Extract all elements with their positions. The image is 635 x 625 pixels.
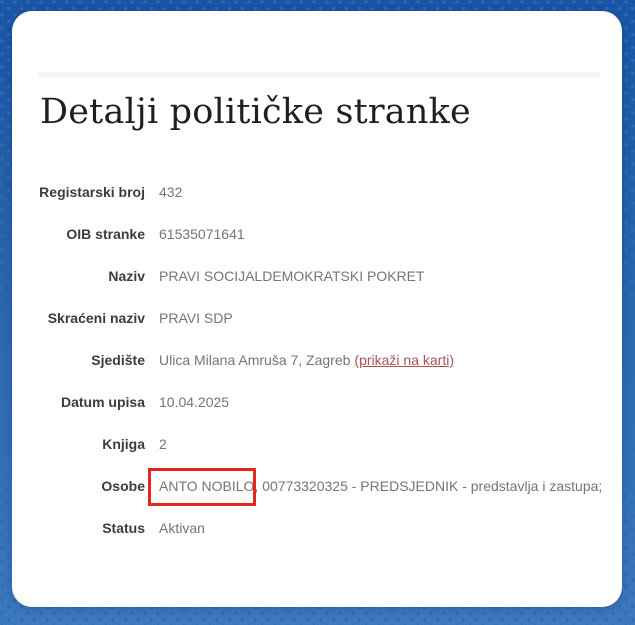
detail-value: 432	[159, 184, 183, 200]
detail-value: 2	[159, 436, 167, 452]
detail-label: Registarski broj	[39, 184, 145, 200]
detail-row-knjiga	[36, 434, 608, 454]
detail-row-status	[36, 518, 608, 538]
detail-label: OIB stranke	[66, 226, 145, 242]
detail-value	[159, 350, 454, 370]
page-title: Detalji političke stranke	[40, 92, 471, 132]
detail-row-oib-stranke	[36, 224, 608, 244]
detail-value: PRAVI SDP	[159, 310, 233, 326]
person-details-rest: 0773320325 - PREDSJEDNIK - predstavlja i zastupa;	[270, 478, 603, 494]
detail-row-naziv	[36, 266, 608, 286]
person-name-highlighted: ANTO NOBILO, 0	[159, 478, 270, 494]
detail-card	[12, 11, 622, 607]
detail-label: Status	[102, 520, 145, 536]
card-top-divider	[38, 72, 600, 77]
address-text: Ulica Milana Amruša 7, Zagreb	[159, 352, 351, 368]
detail-label: Datum upisa	[60, 394, 145, 410]
status-value: Aktivan	[159, 520, 205, 536]
detail-label: Skraćeni naziv	[47, 310, 145, 326]
detail-label: Sjedište	[91, 352, 145, 368]
detail-value	[159, 476, 602, 496]
party-details-list	[36, 182, 608, 538]
detail-value: 61535071641	[159, 226, 245, 242]
detail-row-datum-upisa	[36, 392, 608, 412]
show-on-map-link[interactable]: (prikaži na karti)	[354, 352, 455, 368]
detail-row-registarski-broj	[36, 182, 608, 202]
detail-value: PRAVI SOCIJALDEMOKRATSKI POKRET	[159, 268, 425, 284]
detail-row-osobe	[36, 476, 608, 496]
detail-row-skraceni-naziv	[36, 308, 608, 328]
detail-value: 10.04.2025	[159, 394, 230, 410]
detail-label: Naziv	[108, 268, 145, 284]
detail-label: Knjiga	[102, 436, 145, 452]
detail-label: Osobe	[101, 478, 145, 494]
detail-row-sjediste	[36, 350, 608, 370]
